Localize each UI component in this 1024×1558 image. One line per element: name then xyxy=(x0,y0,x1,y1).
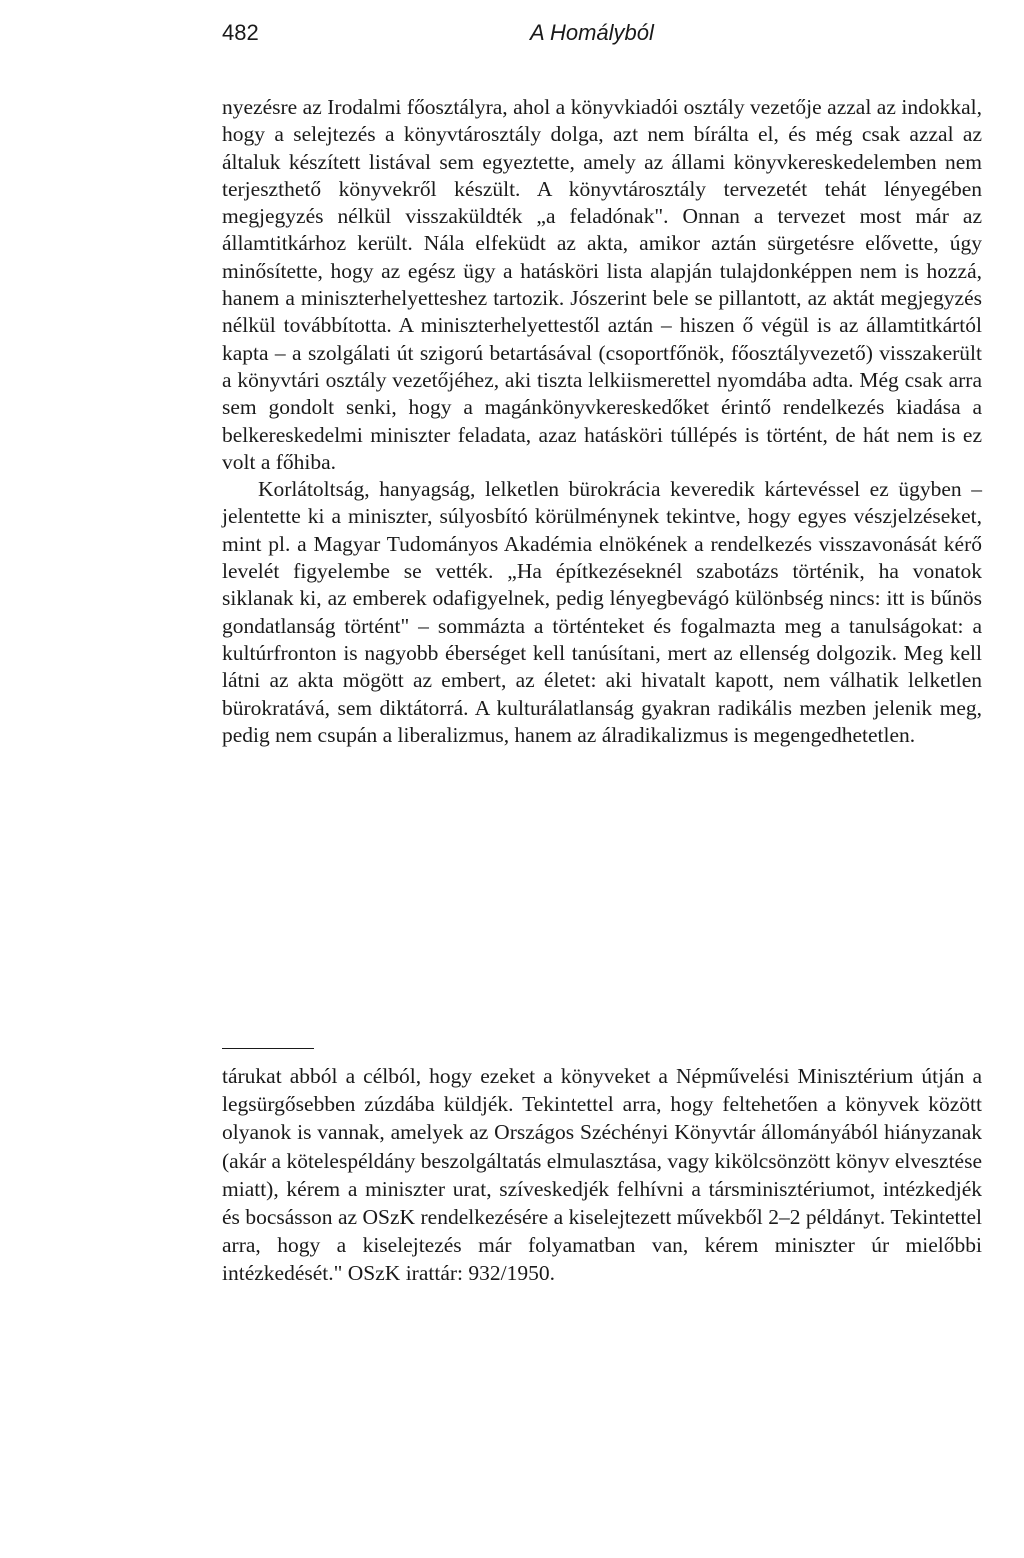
main-text xyxy=(222,94,982,749)
paragraph: Korlátoltság, hanyagság, lelketlen bürokrácia keveredik kártevéssel ez ügyben – jelentette ki a miniszter, súlyosbító körülménynek tekintve, hogy egyes vészjelzéseket, mint pl. a Magyar Tudományos Akadémia elnökének a rendelkezés visszavonását kérő levelét figyelembe se vették. „Ha építkezéseknél szabotázs történik, ha vonatok siklanak ki, az emberek odafigyelnek, pedig lényegbevágó különbség nincs: itt is bűnös gondatlanság történt" – sommázta a történteket és fogalmazta meg a tanulságokat: a kultúrfronton is nagyobb éberséget kell tanúsítani, mert az ellenség dolgozik. Meg kell látni az akta mögött az embert, az életet: aki hivatalt kapott, nem válhatik lelketlen bürokratává, sem diktátorrá. A kulturálatlanság gyakran radikális mezben jelenik meg, pedig nem csupán a liberalizmus, hanem az álradikalizmus is megengedhetetlen. xyxy=(222,477,982,747)
footnote-divider xyxy=(222,1048,314,1049)
paragraph: nyezésre az Irodalmi főosztályra, ahol a könyvkiadói osztály vezetője azzal az indokkal, hogy a selejtezés a könyvtárosztály dolga, azt nem bírálta el, és még csak azzal az általuk készített listával sem egyeztette, amely az állami könyvkereskedelemben nem terjeszthető könyvekről készült. A könyvtárosztály tervezetét tehát lényegében megjegyzés nélkül visszaküldték „a feladónak". Onnan a tervezet most már az államtitkárhoz került. Nála elfeküdt az akta, amikor aztán sürgetésre elővette, úgy minősítette, hogy az egész ügy a hatásköri lista alapján tulajdonképpen nem is hozzá, hanem a miniszterhelyetteshez tartozik. Jószerint bele se pillantott, az aktát megjegyzés nélkül továbbította. A miniszterhelyettestől aztán – hiszen ő végül is az államtitkártól kapta – a szolgálati út szigorú betartásával (csoportfőnök, főosztályvezető) visszakerült a könyvtári osztály vezetőjéhez, aki tiszta lelkiismerettel nyomdába adta. Még csak arra sem gondolt senki, hogy a magánkönyvkereskedőket érintő rendelkezés kiadása a belkereskedelmi miniszter feladata, azaz hatásköri túllépés is történt, de hát nem is ez volt a főhiba. xyxy=(222,95,982,474)
footnote xyxy=(222,1062,982,1288)
page-number: 482 xyxy=(222,20,259,45)
footnote-text: tárukat abból a célból, hogy ezeket a könyveket a Népművelési Minisztérium útján a legsürgősebben zúzdába küldjék. Tekintettel arra, hogy feltehetően a könyvek között olyanok is vannak, amelyek az Országos Széchényi Könyvtár állományából hiányzanak (akár a kötelespéldány beszolgáltatás elmulasztása, vagy kikölcsönzött könyv elvesztése miatt), kérem a miniszter urat, szíveskedjék felhívni a társminisztériumot, intézkedjék és bocsásson az OSzK rendelkezésére a kiselejtezett művekből 2–2 példányt. Tekintettel arra, hogy a kiselejtezés már folyamatban van, kérem miniszter úr mielőbbi intézkedését." OSzK irattár: 932/1950. xyxy=(222,1064,982,1286)
running-title: A Homályból xyxy=(530,20,654,45)
page-header xyxy=(222,20,982,52)
